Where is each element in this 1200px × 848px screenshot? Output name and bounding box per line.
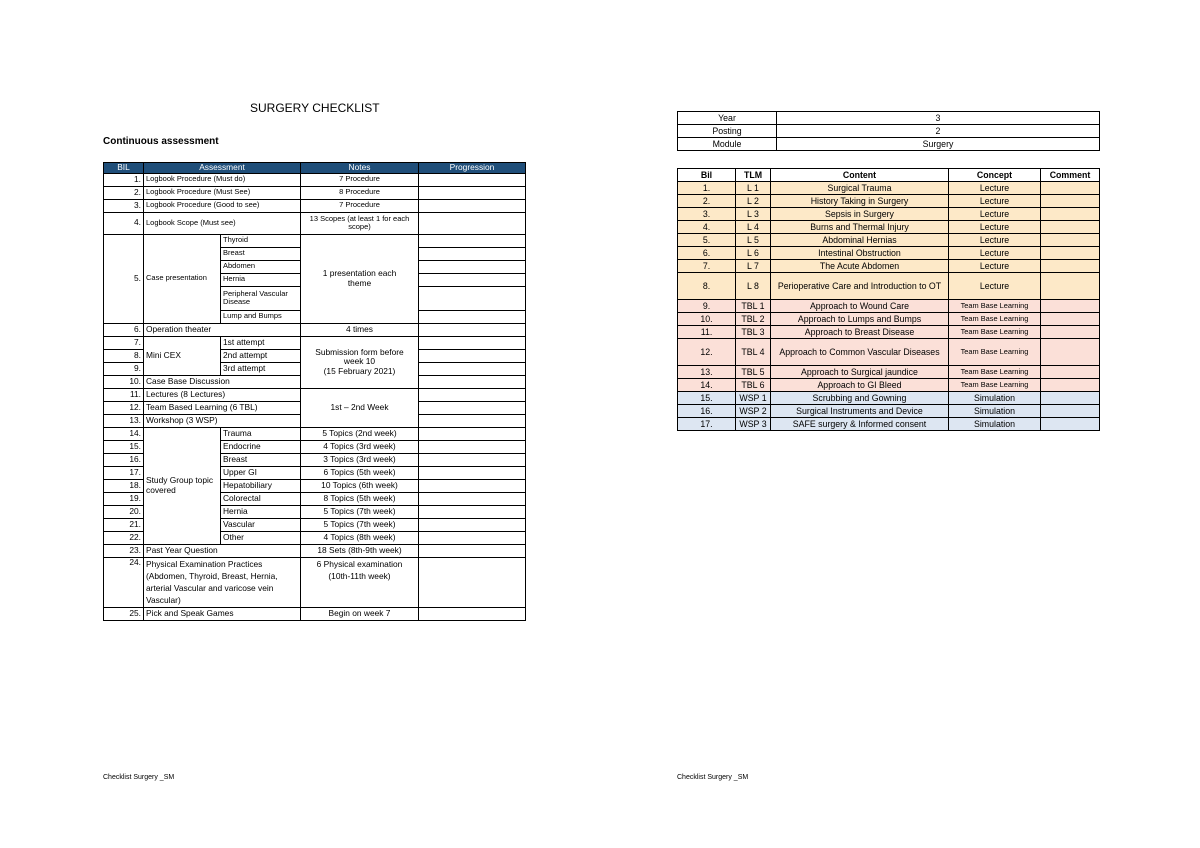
- concept-cell: Simulation: [949, 405, 1041, 418]
- comment-cell[interactable]: [1041, 221, 1100, 234]
- section-subtitle: Continuous assessment: [103, 136, 219, 147]
- bil-cell: 25.: [104, 607, 144, 620]
- progression-cell[interactable]: [419, 427, 526, 440]
- tlm-cell: L 3: [736, 208, 771, 221]
- notes-cell: 4 Topics (8th week): [301, 531, 419, 544]
- content-cell: Surgical Instruments and Device: [771, 405, 949, 418]
- concept-cell: Team Base Learning: [949, 379, 1041, 392]
- table-row: [678, 234, 1100, 247]
- bil-cell: 5.: [678, 234, 736, 247]
- bil-cell: 16.: [678, 405, 736, 418]
- table-row: [678, 247, 1100, 260]
- topic-cell: Endocrine: [221, 440, 301, 453]
- concept-cell: Team Base Learning: [949, 366, 1041, 379]
- table-row: [104, 544, 526, 557]
- table-row: [104, 234, 526, 247]
- table-row: [678, 392, 1100, 405]
- comment-cell[interactable]: [1041, 182, 1100, 195]
- info-row: [678, 125, 1100, 138]
- bil-cell: 21.: [104, 518, 144, 531]
- comment-cell[interactable]: [1041, 418, 1100, 431]
- comment-cell[interactable]: [1041, 260, 1100, 273]
- concept-cell: Simulation: [949, 418, 1041, 431]
- table-row: [678, 313, 1100, 326]
- progression-cell[interactable]: [419, 607, 526, 620]
- bil-cell: 17.: [104, 466, 144, 479]
- concept-cell: Simulation: [949, 392, 1041, 405]
- bil-cell: 9.: [678, 300, 736, 313]
- info-table: [677, 111, 1100, 151]
- content-cell: Scrubbing and Gowning: [771, 392, 949, 405]
- notes-cell: 13 Scopes (at least 1 for each scope): [301, 212, 419, 234]
- tlm-cell: TBL 6: [736, 379, 771, 392]
- comment-cell[interactable]: [1041, 366, 1100, 379]
- bil-cell: 22.: [104, 531, 144, 544]
- assessment-cell: Operation theater: [144, 323, 301, 336]
- header-notes: Notes: [301, 163, 419, 174]
- bil-cell: 12.: [678, 339, 736, 366]
- progression-cell[interactable]: [419, 199, 526, 212]
- page-footer: Checklist Surgery _SM: [103, 774, 175, 781]
- bil-cell: 10.: [678, 313, 736, 326]
- topic-cell: Hernia: [221, 505, 301, 518]
- progression-cell[interactable]: [419, 466, 526, 479]
- tlm-table: [677, 168, 1100, 431]
- concept-cell: Lecture: [949, 221, 1041, 234]
- notes-cell: [301, 336, 419, 388]
- theme-cell: Abdomen: [221, 260, 301, 273]
- assessment-cell: Past Year Question: [144, 544, 301, 557]
- table-row: [104, 199, 526, 212]
- theme-cell: Peripheral Vascular Disease: [221, 286, 301, 310]
- assessment-cell: Team Based Learning (6 TBL): [144, 401, 301, 414]
- notes-cell: 4 times: [301, 323, 419, 336]
- tlm-cell: L 8: [736, 273, 771, 300]
- progression-cell[interactable]: [419, 323, 526, 336]
- info-row: [678, 112, 1100, 125]
- progression-cell[interactable]: [419, 492, 526, 505]
- concept-cell: Lecture: [949, 195, 1041, 208]
- bil-cell: 6.: [104, 323, 144, 336]
- comment-cell[interactable]: [1041, 247, 1100, 260]
- concept-cell: Lecture: [949, 208, 1041, 221]
- table-row: [678, 273, 1100, 300]
- progression-cell[interactable]: [419, 310, 526, 323]
- bil-cell: 14.: [104, 427, 144, 440]
- table-row: [104, 336, 526, 349]
- table-row: [104, 388, 526, 401]
- comment-cell[interactable]: [1041, 234, 1100, 247]
- tlm-cell: L 5: [736, 234, 771, 247]
- tlm-cell: L 7: [736, 260, 771, 273]
- comment-cell[interactable]: [1041, 326, 1100, 339]
- table-row: [678, 182, 1100, 195]
- bil-cell: 20.: [104, 505, 144, 518]
- tlm-cell: L 4: [736, 221, 771, 234]
- header-assessment: Assessment: [144, 163, 301, 174]
- comment-cell[interactable]: [1041, 195, 1100, 208]
- bil-cell: 7.: [678, 260, 736, 273]
- content-cell: Approach to Wound Care: [771, 300, 949, 313]
- assessment-cell: Lectures (8 Lectures): [144, 388, 301, 401]
- table-row: [678, 326, 1100, 339]
- bil-cell: 14.: [678, 379, 736, 392]
- tlm-cell: TBL 2: [736, 313, 771, 326]
- notes-cell: 8 Procedure: [301, 186, 419, 199]
- progression-cell[interactable]: [419, 531, 526, 544]
- tlm-cell: WSP 1: [736, 392, 771, 405]
- header-bil: BIL: [104, 163, 144, 174]
- progression-cell[interactable]: [419, 453, 526, 466]
- assessment-cell: Logbook Procedure (Must See): [144, 186, 301, 199]
- content-cell: Abdominal Hernias: [771, 234, 949, 247]
- assessment-cell: Workshop (3 WSP): [144, 414, 301, 427]
- header-concept: Concept: [949, 169, 1041, 182]
- bil-cell: 1.: [104, 173, 144, 186]
- table-row: [678, 260, 1100, 273]
- topic-cell: Other: [221, 531, 301, 544]
- progression-cell[interactable]: [419, 212, 526, 234]
- concept-cell: Lecture: [949, 273, 1041, 300]
- progression-cell[interactable]: [419, 260, 526, 273]
- bil-cell: 15.: [678, 392, 736, 405]
- notes-cell: 5 Topics (2nd week): [301, 427, 419, 440]
- bil-cell: 4.: [678, 221, 736, 234]
- bil-cell: 13.: [678, 366, 736, 379]
- progression-cell[interactable]: [419, 557, 526, 607]
- header-content: Content: [771, 169, 949, 182]
- progression-cell[interactable]: [419, 362, 526, 375]
- assessment-cell: Logbook Scope (Must see): [144, 212, 301, 234]
- content-cell: Perioperative Care and Introduction to OT: [771, 273, 949, 300]
- notes-line: Submission form before: [315, 346, 404, 357]
- tlm-cell: TBL 1: [736, 300, 771, 313]
- content-cell: Approach to Lumps and Bumps: [771, 313, 949, 326]
- theme-cell: Lump and Bumps: [221, 310, 301, 323]
- bil-cell: 8.: [104, 349, 144, 362]
- content-cell: Approach to Surgical jaundice: [771, 366, 949, 379]
- bil-cell: 11.: [104, 388, 144, 401]
- notes-cell: 18 Sets (8th-9th week): [301, 544, 419, 557]
- topic-cell: Colorectal: [221, 492, 301, 505]
- assessment-cell: Logbook Procedure (Good to see): [144, 199, 301, 212]
- assessment-cell: Mini CEX: [144, 336, 221, 375]
- progression-cell[interactable]: [419, 479, 526, 492]
- attempt-cell: 2nd attempt: [221, 349, 301, 362]
- table-row: [678, 208, 1100, 221]
- notes-cell: 5 Topics (7th week): [301, 505, 419, 518]
- concept-cell: Team Base Learning: [949, 326, 1041, 339]
- info-label: Module: [678, 138, 777, 151]
- tlm-cell: WSP 3: [736, 418, 771, 431]
- bil-cell: 19.: [104, 492, 144, 505]
- concept-cell: Lecture: [949, 234, 1041, 247]
- bil-cell: 15.: [104, 440, 144, 453]
- tlm-cell: L 2: [736, 195, 771, 208]
- bil-cell: 3.: [678, 208, 736, 221]
- assessment-cell: Case presentation: [144, 234, 221, 323]
- notes-cell: 1st – 2nd Week: [301, 388, 419, 427]
- table-header: [678, 169, 1100, 182]
- content-cell: Intestinal Obstruction: [771, 247, 949, 260]
- comment-cell[interactable]: [1041, 313, 1100, 326]
- header-tlm: TLM: [736, 169, 771, 182]
- bil-cell: 1.: [678, 182, 736, 195]
- header-progression: Progression: [419, 163, 526, 174]
- notes-cell: 10 Topics (6th week): [301, 479, 419, 492]
- tlm-cell: WSP 2: [736, 405, 771, 418]
- attempt-cell: 1st attempt: [221, 336, 301, 349]
- table-row: [104, 607, 526, 620]
- bil-cell: 12.: [104, 401, 144, 414]
- assessment-cell: Case Base Discussion: [144, 375, 301, 388]
- notes-cell: 7 Procedure: [301, 199, 419, 212]
- progression-cell[interactable]: [419, 440, 526, 453]
- concept-cell: Team Base Learning: [949, 313, 1041, 326]
- notes-cell: 6 Physical examination (10th-11th week): [301, 557, 419, 607]
- content-cell: Sepsis in Surgery: [771, 208, 949, 221]
- theme-cell: Hernia: [221, 273, 301, 286]
- comment-cell[interactable]: [1041, 405, 1100, 418]
- notes-cell: 6 Topics (5th week): [301, 466, 419, 479]
- bil-cell: 4.: [104, 212, 144, 234]
- bil-cell: 24.: [104, 557, 144, 607]
- content-cell: Approach to GI Bleed: [771, 379, 949, 392]
- notes-cell: 8 Topics (5th week): [301, 492, 419, 505]
- bil-cell: 16.: [104, 453, 144, 466]
- bil-cell: 10.: [104, 375, 144, 388]
- notes-line: (15 February 2021): [323, 365, 396, 376]
- content-cell: Approach to Common Vascular Diseases: [771, 339, 949, 366]
- page-footer: Checklist Surgery _SM: [677, 774, 749, 781]
- table-header: [104, 163, 526, 174]
- bil-cell: 3.: [104, 199, 144, 212]
- bil-cell: 11.: [678, 326, 736, 339]
- table-row: [104, 557, 526, 607]
- table-row: [678, 366, 1100, 379]
- tlm-cell: TBL 3: [736, 326, 771, 339]
- table-row: [104, 173, 526, 186]
- progression-cell[interactable]: [419, 286, 526, 310]
- comment-cell[interactable]: [1041, 392, 1100, 405]
- info-value: 3: [777, 112, 1100, 125]
- page-title: SURGERY CHECKLIST: [250, 101, 380, 115]
- bil-cell: 13.: [104, 414, 144, 427]
- info-label: Year: [678, 112, 777, 125]
- assessment-table: [103, 162, 526, 621]
- topic-cell: Upper GI: [221, 466, 301, 479]
- concept-cell: Team Base Learning: [949, 339, 1041, 366]
- notes-cell: 1 presentation each theme: [301, 234, 419, 323]
- content-cell: Approach to Breast Disease: [771, 326, 949, 339]
- notes-cell: 3 Topics (3rd week): [301, 453, 419, 466]
- comment-cell[interactable]: [1041, 339, 1100, 366]
- info-label: Posting: [678, 125, 777, 138]
- progression-cell[interactable]: [419, 401, 526, 414]
- info-value: 2: [777, 125, 1100, 138]
- content-cell: SAFE surgery & Informed consent: [771, 418, 949, 431]
- progression-cell[interactable]: [419, 349, 526, 362]
- table-row: [678, 300, 1100, 313]
- bil-cell: 2.: [678, 195, 736, 208]
- progression-cell[interactable]: [419, 186, 526, 199]
- table-row: [678, 195, 1100, 208]
- content-cell: Burns and Thermal Injury: [771, 221, 949, 234]
- table-row: [678, 379, 1100, 392]
- bil-cell: 18.: [104, 479, 144, 492]
- concept-cell: Lecture: [949, 247, 1041, 260]
- table-row: [104, 186, 526, 199]
- comment-cell[interactable]: [1041, 273, 1100, 300]
- progression-cell[interactable]: [419, 336, 526, 349]
- concept-cell: Lecture: [949, 182, 1041, 195]
- assessment-cell: Logbook Procedure (Must do): [144, 173, 301, 186]
- table-row: [104, 212, 526, 234]
- theme-cell: Breast: [221, 247, 301, 260]
- notes-cell: 4 Topics (3rd week): [301, 440, 419, 453]
- tlm-cell: TBL 5: [736, 366, 771, 379]
- attempt-cell: 3rd attempt: [221, 362, 301, 375]
- header-comment: Comment: [1041, 169, 1100, 182]
- info-row: [678, 138, 1100, 151]
- table-row: [104, 427, 526, 440]
- table-row: [678, 418, 1100, 431]
- bil-cell: 17.: [678, 418, 736, 431]
- bil-cell: 23.: [104, 544, 144, 557]
- concept-cell: Lecture: [949, 260, 1041, 273]
- bil-cell: 6.: [678, 247, 736, 260]
- topic-cell: Trauma: [221, 427, 301, 440]
- progression-cell[interactable]: [419, 388, 526, 401]
- progression-cell[interactable]: [419, 544, 526, 557]
- table-row: [678, 221, 1100, 234]
- progression-cell[interactable]: [419, 505, 526, 518]
- concept-cell: Team Base Learning: [949, 300, 1041, 313]
- assessment-cell: Pick and Speak Games: [144, 607, 301, 620]
- progression-cell[interactable]: [419, 414, 526, 427]
- tlm-cell: L 1: [736, 182, 771, 195]
- notes-cell: 5 Topics (7th week): [301, 518, 419, 531]
- bil-cell: 2.: [104, 186, 144, 199]
- topic-cell: Breast: [221, 453, 301, 466]
- topic-cell: Hepatobiliary: [221, 479, 301, 492]
- progression-cell[interactable]: [419, 247, 526, 260]
- notes-cell: Begin on week 7: [301, 607, 419, 620]
- notes-line: week 10: [343, 356, 376, 367]
- content-cell: Surgical Trauma: [771, 182, 949, 195]
- bil-cell: 8.: [678, 273, 736, 300]
- comment-cell[interactable]: [1041, 300, 1100, 313]
- notes-cell: 7 Procedure: [301, 173, 419, 186]
- table-row: [104, 323, 526, 336]
- comment-cell[interactable]: [1041, 379, 1100, 392]
- tlm-cell: L 6: [736, 247, 771, 260]
- content-cell: History Taking in Surgery: [771, 195, 949, 208]
- theme-cell: Thyroid: [221, 234, 301, 247]
- header-bil: Bil: [678, 169, 736, 182]
- topic-cell: Vascular: [221, 518, 301, 531]
- assessment-cell: Study Group topic covered: [144, 427, 221, 544]
- progression-cell[interactable]: [419, 273, 526, 286]
- table-row: [678, 405, 1100, 418]
- bil-cell: 9.: [104, 362, 144, 375]
- progression-cell[interactable]: [419, 173, 526, 186]
- info-value: Surgery: [777, 138, 1100, 151]
- content-cell: The Acute Abdomen: [771, 260, 949, 273]
- bil-cell: 5.: [104, 234, 144, 323]
- comment-cell[interactable]: [1041, 208, 1100, 221]
- assessment-cell: Physical Examination Practices (Abdomen, Thyroid, Breast, Hernia, arterial Vascular and varicose vein Vascular): [144, 557, 301, 607]
- bil-cell: 7.: [104, 336, 144, 349]
- table-row: [678, 339, 1100, 366]
- progression-cell[interactable]: [419, 518, 526, 531]
- progression-cell[interactable]: [419, 375, 526, 388]
- progression-cell[interactable]: [419, 234, 526, 247]
- tlm-cell: TBL 4: [736, 339, 771, 366]
